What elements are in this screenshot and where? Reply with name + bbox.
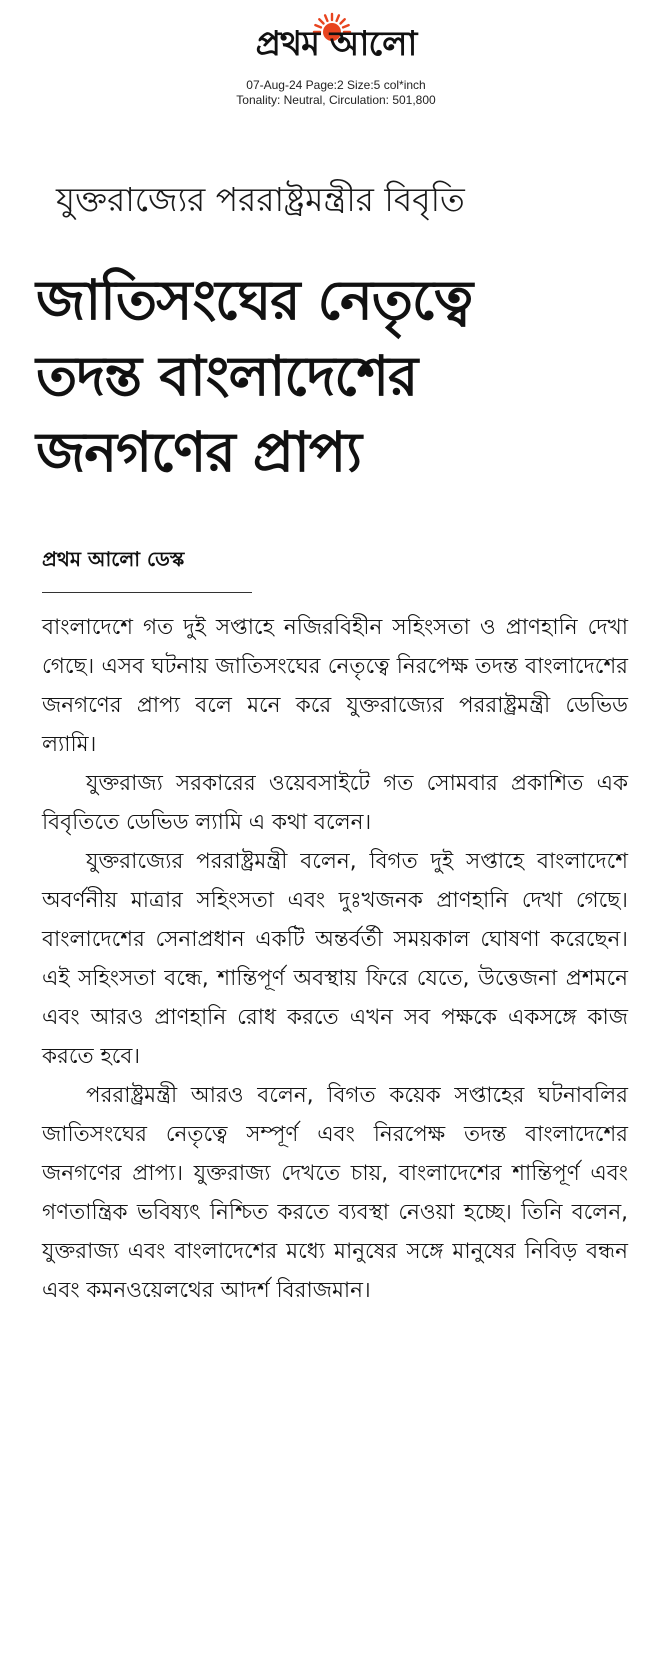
headline-line: জনগণের প্রাপ্য (36, 420, 362, 484)
body-paragraph: পররাষ্ট্রমন্ত্রী আরও বলেন, বিগত কয়েক সপ্তাহের ঘটনাবলির জাতিসংঘের নেতৃত্বে সম্পূর্ণ এবং নিরপেক্ষ তদন্ত বাংলাদেশের জনগণের প্রাপ্য। যুক্তরাজ্য দেখতে চায়, বাংলাদেশের শান্তিপূর্ণ এবং গণতান্ত্রিক ভবিষ্যৎ নিশ্চিত করতে ব্যবস্থা নেওয়া হচ্ছে। তিনি বলেন, যুক্তরাজ্য এবং বাংলাদেশের মধ্যে মানুষের সঙ্গে মানুষের নিবিড় বন্ধন এবং কমনওয়েলথের আদর্শ বিরাজমান। (42, 1083, 628, 1303)
masthead (0, 0, 672, 112)
article-byline: প্রথম আলো ডেস্ক (42, 547, 185, 571)
article-body (42, 608, 628, 1310)
headline-line: জাতিসংঘের নেতৃত্বে (36, 268, 473, 332)
headline-line: তদন্ত বাংলাদেশের (36, 344, 418, 408)
sun-ray (325, 15, 327, 21)
sun-ray (337, 15, 339, 21)
article-kicker: যুক্তরাজ্যের পররাষ্ট্রমন্ত্রীর বিবৃতি (56, 180, 465, 219)
logo-wordmark: প্রথম আলো (255, 24, 417, 64)
body-paragraph: বাংলাদেশে গত দুই সপ্তাহে নজিরবিহীন সহিংসতা ও প্রাণহানি দেখা গেছে। এসব ঘটনায় জাতিসংঘের নেতৃত্বে নিরপেক্ষ তদন্ত বাংলাদেশের জনগণের প্রাপ্য বলে মনে করে যুক্তরাজ্যের পররাষ্ট্রমন্ত্রী ডেভিড ল্যামি। (42, 615, 628, 757)
clipping-meta-date: 07-Aug-24 Page:2 Size:5 col*inch (246, 78, 426, 92)
byline-divider (42, 592, 252, 593)
body-paragraph: যুক্তরাজ্য সরকারের ওয়েবসাইটে গত সোমবার প্রকাশিত এক বিবৃতিতে ডেভিড ল্যামি এ কথা বলেন। (42, 771, 628, 835)
newspaper-logo (0, 4, 672, 68)
clipping-meta-tonality: Tonality: Neutral, Circulation: 501,800 (236, 93, 436, 107)
body-paragraph: যুক্তরাজ্যের পররাষ্ট্রমন্ত্রী বলেন, বিগত দুই সপ্তাহে বাংলাদেশে অবর্ণনীয় মাত্রার সহিংসতা এবং দুঃখজনক প্রাণহানি দেখা গেছে। বাংলাদেশের সেনাপ্রধান একটি অন্তর্বর্তী সময়কাল ঘোষণা করেছেন। এই সহিংসতা বন্ধে, শান্তিপূর্ণ অবস্থায় ফিরে যেতে, উত্তেজনা প্রশমনে এবং আরও প্রাণহানি রোধ করতে এখন সব পক্ষকে একসঙ্গে কাজ করতে হবে। (42, 849, 628, 1069)
article-headline (36, 262, 646, 490)
